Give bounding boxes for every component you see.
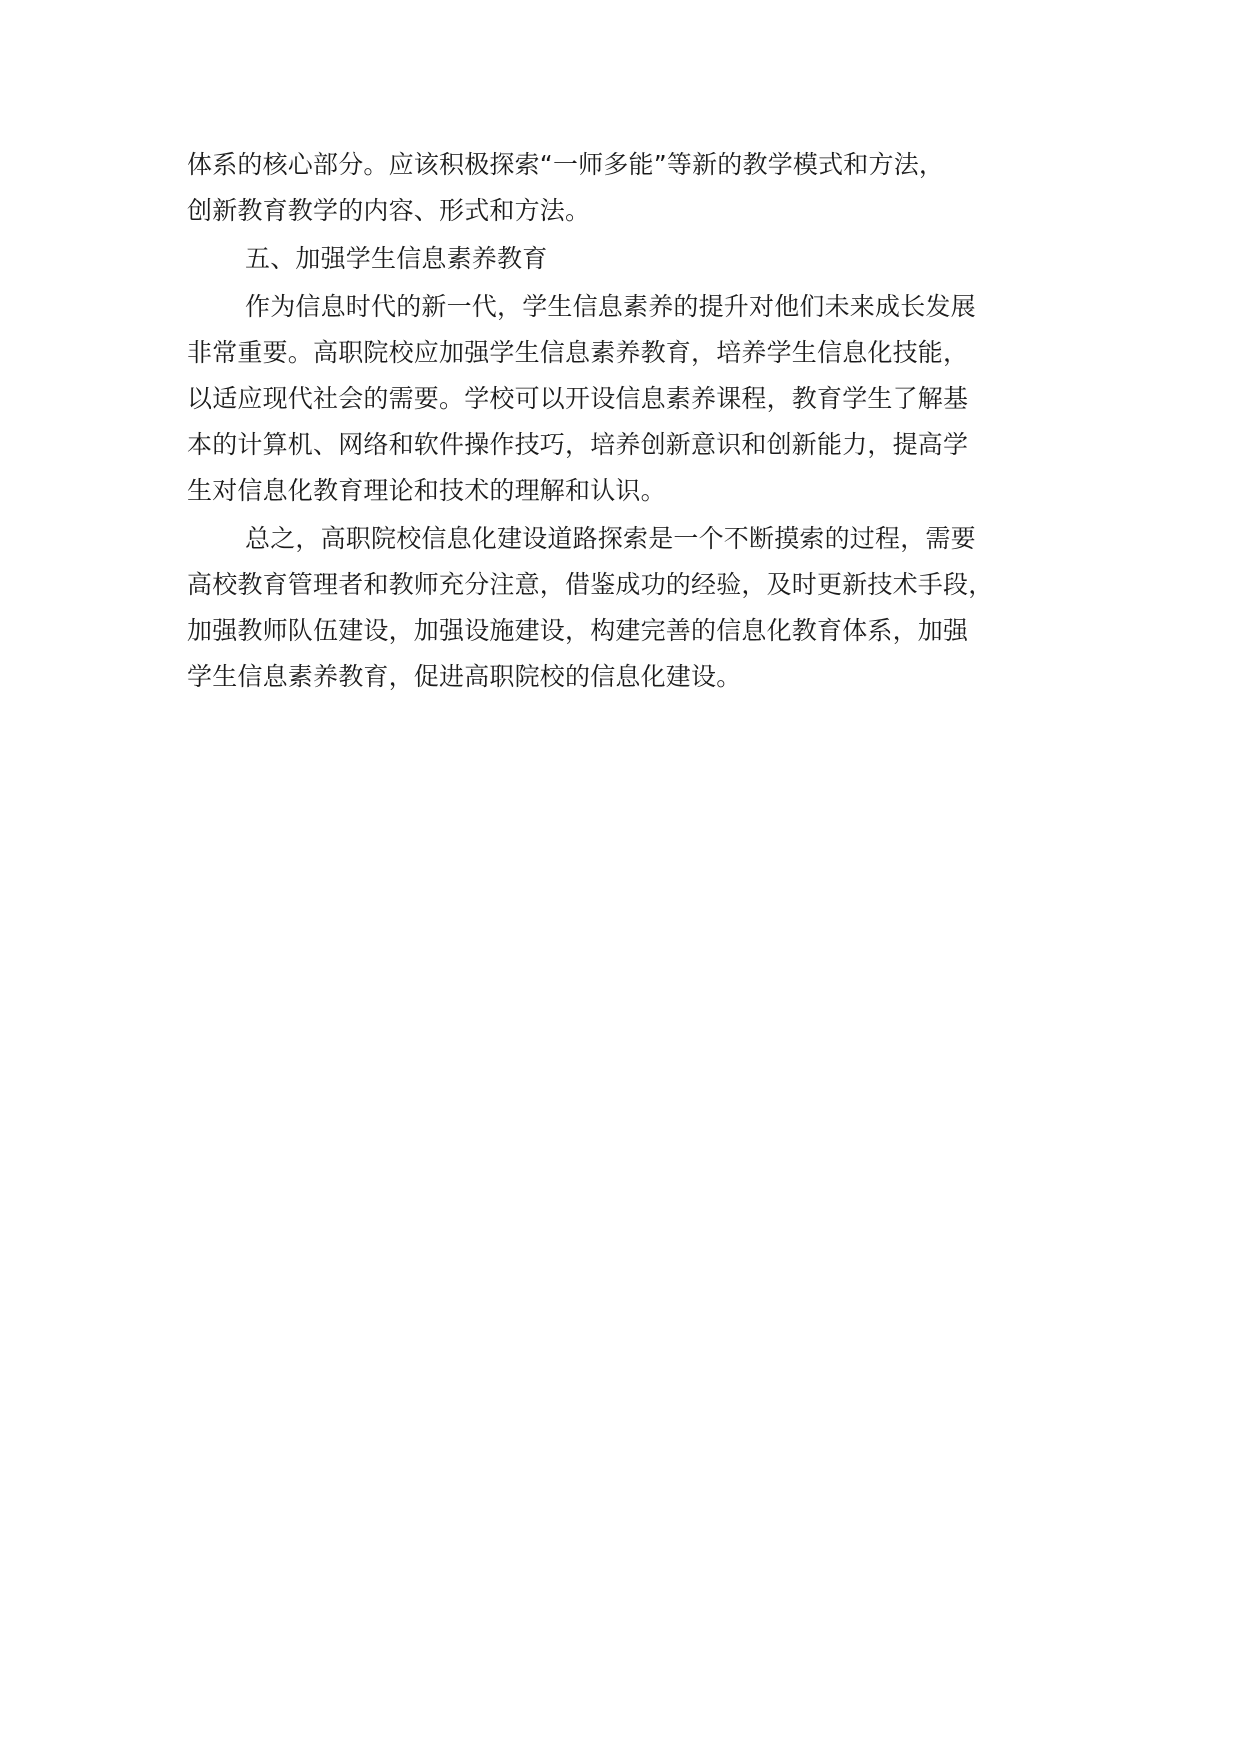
paragraph-conclusion bbox=[187, 524, 1087, 692]
paragraph-line: 学生信息素养教育，促进高职院校的信息化建设。 bbox=[187, 662, 742, 691]
paragraph-line: 生对信息化教育理论和技术的理解和认识。 bbox=[187, 476, 666, 505]
paragraph-intro-continuation bbox=[187, 150, 1087, 226]
paragraph-section-body bbox=[187, 292, 1087, 506]
section-heading bbox=[187, 244, 1087, 274]
paragraph-line: 本的计算机、网络和软件操作技巧，培养创新意识和创新能力，提高学 bbox=[187, 430, 969, 459]
paragraph-line: 创新教育教学的内容、形式和方法。 bbox=[187, 196, 591, 225]
paragraph-line: 作为信息时代的新一代，学生信息素养的提升对他们未来成长发展 bbox=[245, 292, 976, 321]
paragraph-line: 加强教师队伍建设，加强设施建设，构建完善的信息化教育体系，加强 bbox=[187, 616, 969, 645]
paragraph-line: 体系的核心部分。应该积极探索“一师多能”等新的教学模式和方法， bbox=[187, 150, 945, 179]
heading-text: 五、加强学生信息素养教育 bbox=[245, 244, 548, 273]
paragraph-line: 总之，高职院校信息化建设道路探索是一个不断摸索的过程，需要 bbox=[245, 524, 976, 553]
paragraph-line: 以适应现代社会的需要。学校可以开设信息素养课程，教育学生了解基 bbox=[187, 384, 969, 413]
document-body bbox=[187, 150, 1087, 708]
paragraph-line: 高校教育管理者和教师充分注意，借鉴成功的经验，及时更新技术手段， bbox=[187, 570, 994, 599]
paragraph-line: 非常重要。高职院校应加强学生信息素养教育，培养学生信息化技能， bbox=[187, 338, 969, 367]
